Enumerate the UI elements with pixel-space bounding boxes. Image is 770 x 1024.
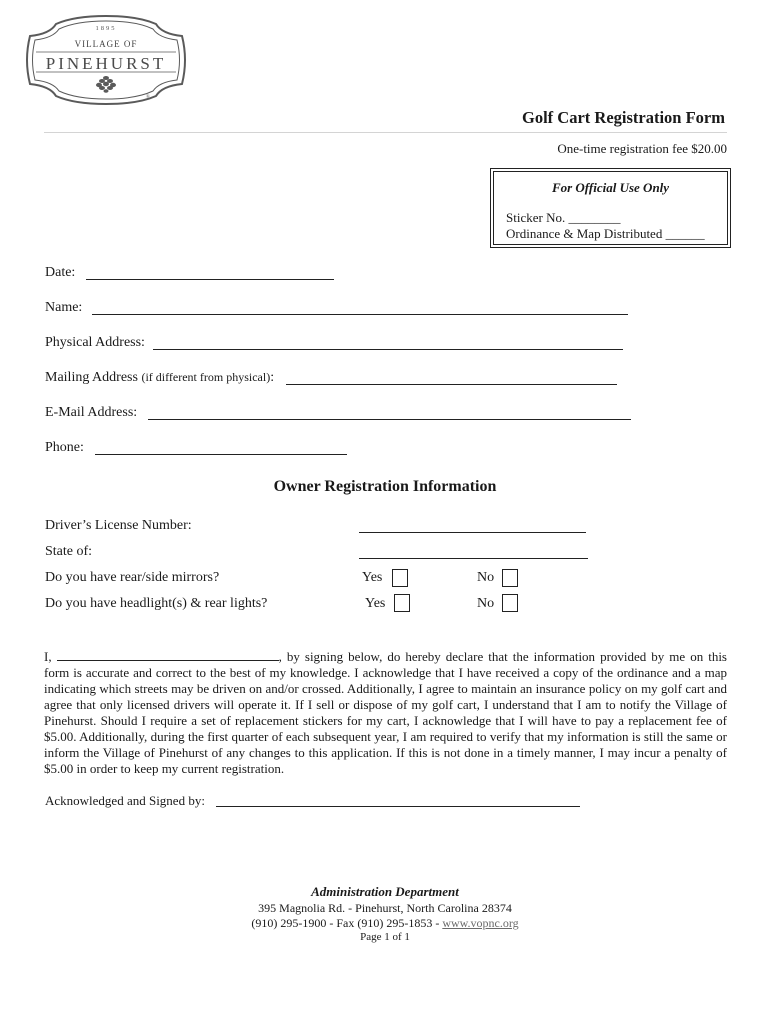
email-address-label: E-Mail Address: — [45, 405, 138, 420]
date-field[interactable] — [86, 279, 334, 280]
declarant-name-field[interactable] — [57, 649, 279, 661]
mailing-address-label — [45, 370, 274, 386]
mailing-address-text: Mailing Address — [45, 370, 138, 385]
declaration-text: , by signing below, do hereby declare that the information provided by me on this form is accurate and correct to the best of my knowledge. I acknowledge that I have received a copy of the ordinance and a map indicating which streets may be driven on and/or crossed. Additionally, I agree to maintain an insurance policy on my golf cart and agree that only licensed drivers will operate it. If I sell or dispose of my golf cart, I understand that I am to notify the Village of Pinehurst. Should I require a set of replacement stickers for my cart, I acknowledge that I will have to pay a replacement fee of $5.00. Additionally, during the first quarter of each subsequent year, I am required to verify that my information is still the same or inform the Village of Pinehurst of any changes to this application. If this is not done in a timely manner, I may incur a penalty of $5.00 in order to keep my current registration. — [44, 649, 727, 776]
lights-no-checkbox[interactable] — [502, 594, 518, 612]
page-number: Page 1 of 1 — [360, 931, 410, 943]
declaration-prefix: I, — [44, 649, 52, 664]
logo-pinehurst: PINEHURST — [45, 54, 167, 73]
mailing-address-note: (if different from physical) — [141, 370, 271, 384]
mailing-address-field[interactable] — [286, 384, 617, 385]
acknowledged-signed-label: Acknowledged and Signed by: — [45, 793, 205, 808]
lights-yes-label: Yes — [365, 596, 386, 611]
ordinance-map-distributed: Ordinance & Map Distributed ______ — [506, 226, 705, 241]
mirrors-yes-checkbox[interactable] — [392, 569, 408, 587]
logo-village-of: VILLAGE OF — [74, 39, 138, 49]
name-label: Name: — [45, 300, 83, 315]
header-divider — [44, 132, 727, 133]
drivers-license-field[interactable] — [359, 532, 586, 533]
physical-address-label: Physical Address: — [45, 335, 145, 350]
physical-address-field[interactable] — [153, 349, 623, 350]
declaration-paragraph — [44, 649, 727, 777]
drivers-license-label: Driver’s License Number: — [45, 518, 192, 533]
registration-fee: One-time registration fee $20.00 — [557, 141, 727, 156]
mirrors-no-label: No — [477, 570, 495, 585]
footer-contact-line — [0, 916, 770, 931]
date-label: Date: — [45, 265, 76, 280]
state-of-label: State of: — [45, 544, 93, 559]
state-of-field[interactable] — [359, 558, 588, 559]
logo-registered-mark: ® — [146, 95, 150, 100]
form-title: Golf Cart Registration Form — [522, 108, 725, 127]
footer-department: Administration Department — [311, 884, 459, 899]
mailing-address-colon: : — [270, 370, 275, 385]
official-use-title: For Official Use Only — [551, 180, 670, 195]
official-use-box — [490, 168, 731, 248]
website-link[interactable]: www.vopnc.org — [442, 916, 519, 930]
village-of-pinehurst-logo — [22, 14, 190, 106]
mirrors-question: Do you have rear/side mirrors? — [45, 570, 220, 585]
logo-year: 1895 — [95, 25, 117, 32]
lights-yes-checkbox[interactable] — [394, 594, 410, 612]
signature-field[interactable] — [216, 806, 580, 807]
phone-field[interactable] — [95, 454, 347, 455]
owner-registration-heading: Owner Registration Information — [273, 478, 497, 495]
sticker-number: Sticker No. ________ — [506, 210, 621, 225]
footer-address: 395 Magnolia Rd. - Pinehurst, North Carolina 28374 — [258, 901, 512, 915]
name-field[interactable] — [92, 314, 628, 315]
mirrors-yes-label: Yes — [362, 570, 383, 585]
mirrors-no-checkbox[interactable] — [502, 569, 518, 587]
footer-phone-fax: (910) 295-1900 - Fax (910) 295-1853 - — [251, 916, 443, 930]
email-address-field[interactable] — [148, 419, 631, 420]
phone-label: Phone: — [45, 440, 84, 455]
lights-question: Do you have headlight(s) & rear lights? — [45, 596, 268, 611]
lights-no-label: No — [477, 596, 495, 611]
